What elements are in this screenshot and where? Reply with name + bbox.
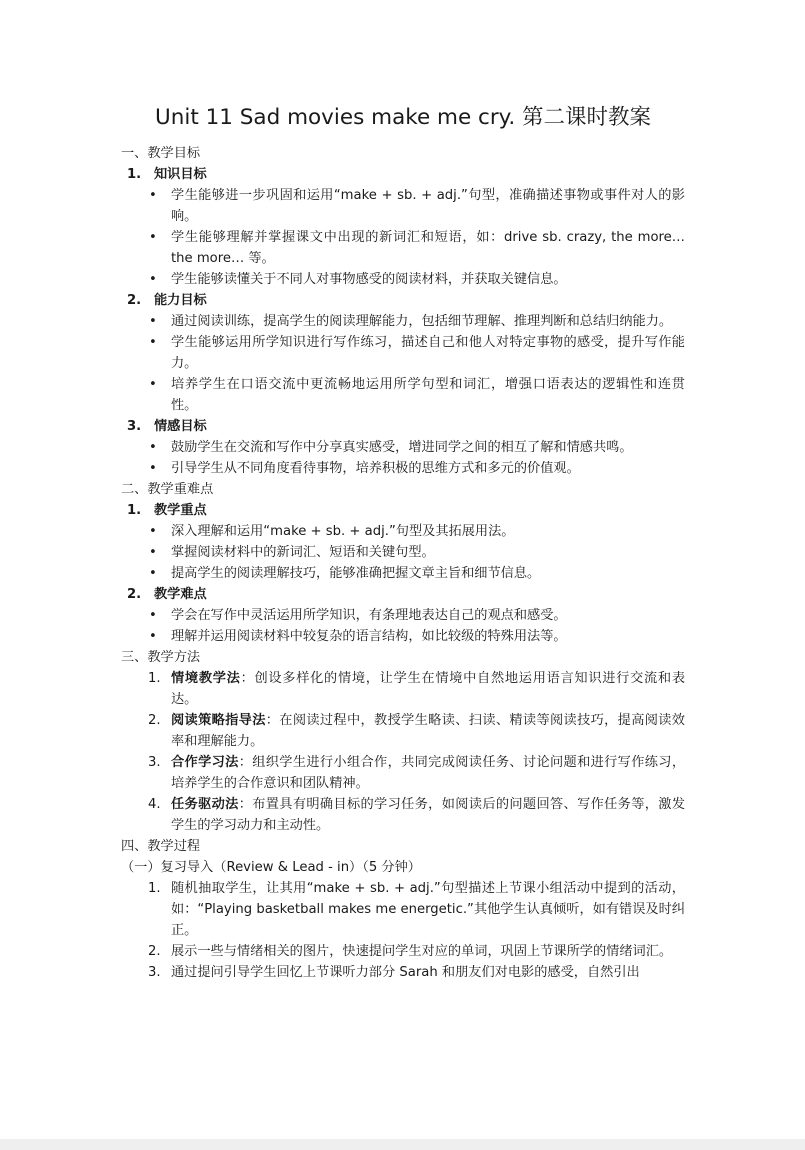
subheading-difficulty (121, 584, 685, 605)
item-number: 2. (148, 944, 161, 959)
bullet-item: • 理解并运用阅读材料中较复杂的语言结构，如比较级的特殊用法等。 (121, 626, 685, 647)
method-text: ：组织学生进行小组合作，共同完成阅读任务、讨论问题和进行写作练习，培养学生的合作意识和团队精神。 (171, 755, 686, 791)
bullet-item: • 培养学生在口语交流中更流畅地运用所学句型和词汇，增强口语表达的逻辑性和连贯性。 (121, 374, 685, 416)
process-item (121, 941, 685, 962)
item-number: 2. (148, 713, 161, 728)
subheading-label: 知识目标 (154, 167, 207, 182)
bullet-item: • 深入理解和运用“make + sb. + adj.”句型及其拓展用法。 (121, 521, 685, 542)
bullet-item: • 学生能够进一步巩固和运用“make + sb. + adj.”句型，准确描述事物或事件对人的影响。 (121, 185, 685, 227)
method-label: 合作学习法 (171, 755, 239, 770)
subheading-number: 2. (127, 293, 142, 308)
subheading-knowledge (121, 164, 685, 185)
document-body (121, 143, 685, 983)
item-number: 3. (148, 755, 161, 770)
method-label: 阅读策略指导法 (171, 713, 266, 728)
document-title: Unit 11 Sad movies make me cry. 第二课时教案 (154, 105, 651, 130)
section-heading-process: 四、教学过程 (121, 839, 201, 854)
subheading-number: 3. (127, 419, 142, 434)
method-label: 任务驱动法 (171, 797, 239, 812)
process-text: 随机抽取学生，让其用“make + sb. + adj.”句型描述上节课小组活动中提到的活动，如：“Playing basketball makes me energetic.”其他学生认真倾听，如有错误及时纠正。 (171, 881, 685, 938)
method-label: 情境教学法 (171, 671, 241, 686)
process-item (121, 878, 685, 941)
method-text: ：创设多样化的情境，让学生在情境中自然地运用语言知识进行交流和表达。 (171, 671, 686, 707)
bullet-item: • 鼓励学生在交流和写作中分享真实感受，增进同学之间的相互了解和情感共鸣。 (121, 437, 685, 458)
subheading-label: 教学重点 (154, 503, 207, 518)
section-heading-methods: 三、教学方法 (121, 650, 201, 665)
method-item (121, 668, 685, 710)
bullet-item: • 引导学生从不同角度看待事物，培养积极的思维方式和多元的价值观。 (121, 458, 685, 479)
method-item (121, 794, 685, 836)
item-number: 3. (148, 965, 161, 980)
subheading-label: 情感目标 (154, 419, 207, 434)
item-number: 1. (148, 671, 161, 686)
section-heading-objectives: 一、教学目标 (121, 146, 201, 161)
subheading-emotion (121, 416, 685, 437)
method-item (121, 710, 685, 752)
item-number: 1. (148, 881, 161, 896)
item-number: 4. (148, 797, 161, 812)
method-item (121, 752, 685, 794)
bullet-item: • 通过阅读训练，提高学生的阅读理解能力，包括细节理解、推理判断和总结归纳能力。 (121, 311, 685, 332)
subheading-label: 能力目标 (154, 293, 207, 308)
bullet-item: • 学会在写作中灵活运用所学知识，有条理地表达自己的观点和感受。 (121, 605, 685, 626)
bullet-item: • 学生能够读懂关于不同人对事物感受的阅读材料，并获取关键信息。 (121, 269, 685, 290)
bullet-item: • 提高学生的阅读理解技巧，能够准确把握文章主旨和细节信息。 (121, 563, 685, 584)
subheading-ability (121, 290, 685, 311)
process-item (121, 962, 685, 983)
method-text: ：在阅读过程中，教授学生略读、扫读、精读等阅读技巧，提高阅读效率和理解能力。 (171, 713, 685, 749)
method-text: ：布置具有明确目标的学习任务，如阅读后的问题回答、写作任务等，激发学生的学习动力和主动性。 (171, 797, 686, 833)
subheading-number: 1. (127, 503, 142, 518)
process-text: 通过提问引导学生回忆上节课听力部分 Sarah 和朋友们对电影的感受，自然引出 (171, 965, 640, 980)
bullet-item: • 学生能够理解并掌握课文中出现的新词汇和短语，如：drive sb. crazy, the more…the more… 等。 (121, 227, 685, 269)
bullet-item: • 掌握阅读材料中的新词汇、短语和关键句型。 (121, 542, 685, 563)
process-text: 展示一些与情绪相关的图片，快速提问学生对应的单词，巩固上节课所学的情绪词汇。 (171, 944, 673, 959)
subheading-label: 教学难点 (154, 587, 207, 602)
subheading-number: 2. (127, 587, 142, 602)
subheading-number: 1. (127, 167, 142, 182)
subheading-key-focus (121, 500, 685, 521)
bullet-item: • 学生能够运用所学知识进行写作练习，描述自己和他人对特定事物的感受，提升写作能力。 (121, 332, 685, 374)
process-step-heading: （一）复习导入（Review & Lead - in）（5 分钟） (121, 860, 421, 875)
section-heading-key-points: 二、教学重难点 (121, 482, 214, 497)
